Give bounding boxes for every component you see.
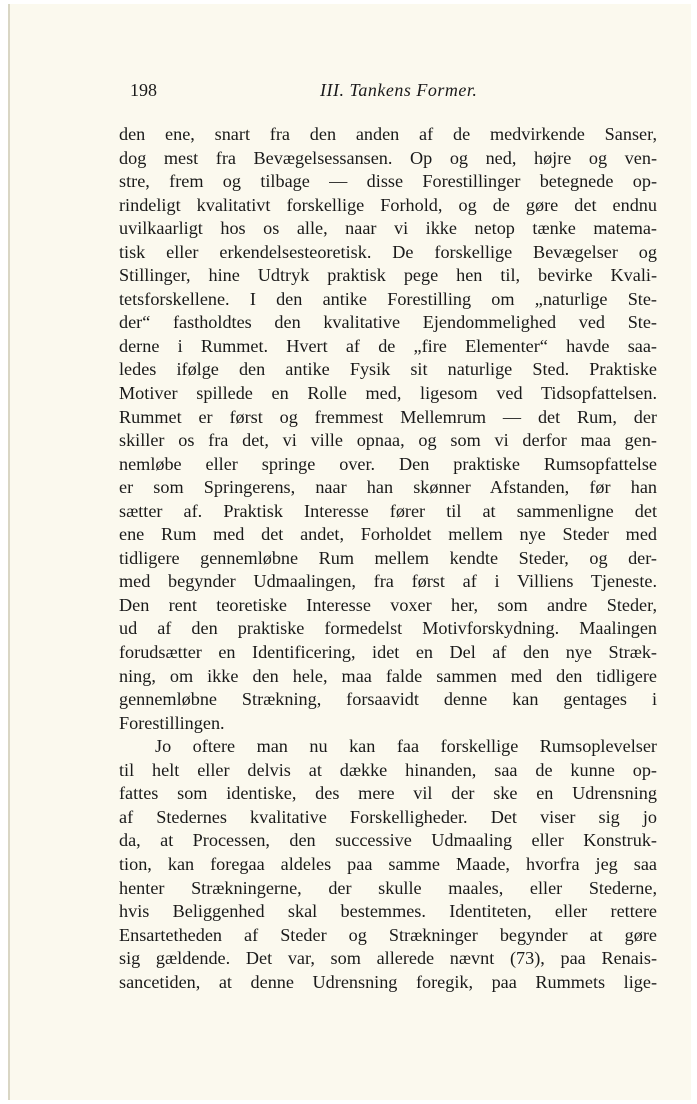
- text-line: Motiver spillede en Rolle med, ligesom ved Tidsopfattelsen.: [119, 383, 657, 404]
- text-line: forudsætter en Identificering, idet en Del af den nye Stræk-: [119, 642, 657, 663]
- text-line: af Stedernes kvalitative Forskelligheder. Det viser sig jo: [119, 806, 657, 827]
- text-line: tion, kan foregaa aldeles paa samme Maade, hvorfra jeg saa: [119, 853, 657, 874]
- text-line: til helt eller delvis at dække hinanden, saa de kunne op-: [119, 759, 657, 780]
- text-line: ud af den praktiske formedelst Motivforskydning. Maalingen: [119, 618, 657, 639]
- text-line: da, at Processen, den successive Udmaaling eller Konstruk-: [119, 830, 657, 851]
- text-line: nemløbe eller springe over. Den praktiske Rumsopfattelse: [119, 453, 657, 474]
- text-line: tisk eller erkendelsesteoretisk. De forskellige Bevægelser og: [119, 241, 657, 262]
- text-line: Ensartetheden af Steder og Strækninger begynder at gøre: [119, 924, 657, 945]
- text-line: tidligere gennemløbne Rum mellem kendte Steder, og der-: [119, 547, 657, 568]
- text-line: derne i Rummet. Hvert af de „fire Elementer“ havde saa-: [119, 335, 657, 356]
- text-line: sætter af. Praktisk Interesse fører til at sammenligne det: [119, 500, 657, 521]
- text-line: sig gældende. Det var, som allerede nævnt (73), paa Renais-: [119, 948, 657, 969]
- text-line: fattes som identiske, des mere vil der ske en Udrensning: [119, 783, 657, 804]
- text-line: stre, frem og tilbage — disse Forestillinger betegnede op-: [119, 171, 657, 192]
- text-line: der“ fastholdtes den kvalitative Ejendommelighed ved Ste-: [119, 312, 657, 333]
- text-line: er som Springerens, naar han skønner Afstanden, før han: [119, 477, 657, 498]
- page-number: 198: [130, 80, 157, 100]
- text-line: ning, om ikke den hele, maa falde sammen med den tidligere: [119, 665, 657, 686]
- text-line: gennemløbne Strækning, forsaavidt denne kan gentages i: [119, 689, 657, 710]
- text-line: Jo oftere man nu kan faa forskellige Rumsoplevelser: [155, 736, 657, 757]
- text-line: Den rent teoretiske Interesse voxer her, som andre Steder,: [119, 594, 657, 615]
- text-line: skiller os fra det, vi ville opnaa, og som vi derfor maa gen-: [119, 430, 657, 451]
- text-line: tetsforskellene. I den antike Forestilling om „naturlige Ste-: [119, 288, 657, 309]
- text-line: sancetiden, at denne Udrensning foregik, paa Rummets lige-: [119, 971, 657, 992]
- running-head: III. Tankens Former.: [320, 80, 478, 100]
- text-line: rindeligt kvalitativt forskellige Forhold, og de gøre det endnu: [119, 194, 657, 215]
- page-header: [130, 76, 554, 106]
- text-line: den ene, snart fra den anden af de medvirkende Sanser,: [119, 124, 657, 144]
- text-line: hvis Beliggenhed skal bestemmes. Identiteten, eller rettere: [119, 901, 657, 922]
- text-line: ledes ifølge den antike Fysik sit naturlige Sted. Praktiske: [119, 359, 657, 380]
- text-line: dog mest fra Bevægelsessansen. Op og ned, højre og ven-: [119, 147, 657, 168]
- text-line: Stillinger, hine Udtryk praktisk pege hen til, bevirke Kvali-: [119, 265, 657, 286]
- body-text: [119, 123, 657, 994]
- text-line: ene Rum med det andet, Forholdet mellem nye Steder med: [119, 524, 657, 545]
- text-line: henter Strækningerne, der skulle maales, eller Stederne,: [119, 877, 657, 898]
- text-line: Rummet er først og fremmest Mellemrum — det Rum, der: [119, 406, 657, 427]
- text-line: Forestillingen.: [119, 712, 225, 733]
- text-line: med begynder Udmaalingen, fra først af i Villiens Tjeneste.: [119, 571, 657, 592]
- text-line: uvilkaarligt hos os alle, naar vi ikke netop tænke matema-: [119, 218, 657, 239]
